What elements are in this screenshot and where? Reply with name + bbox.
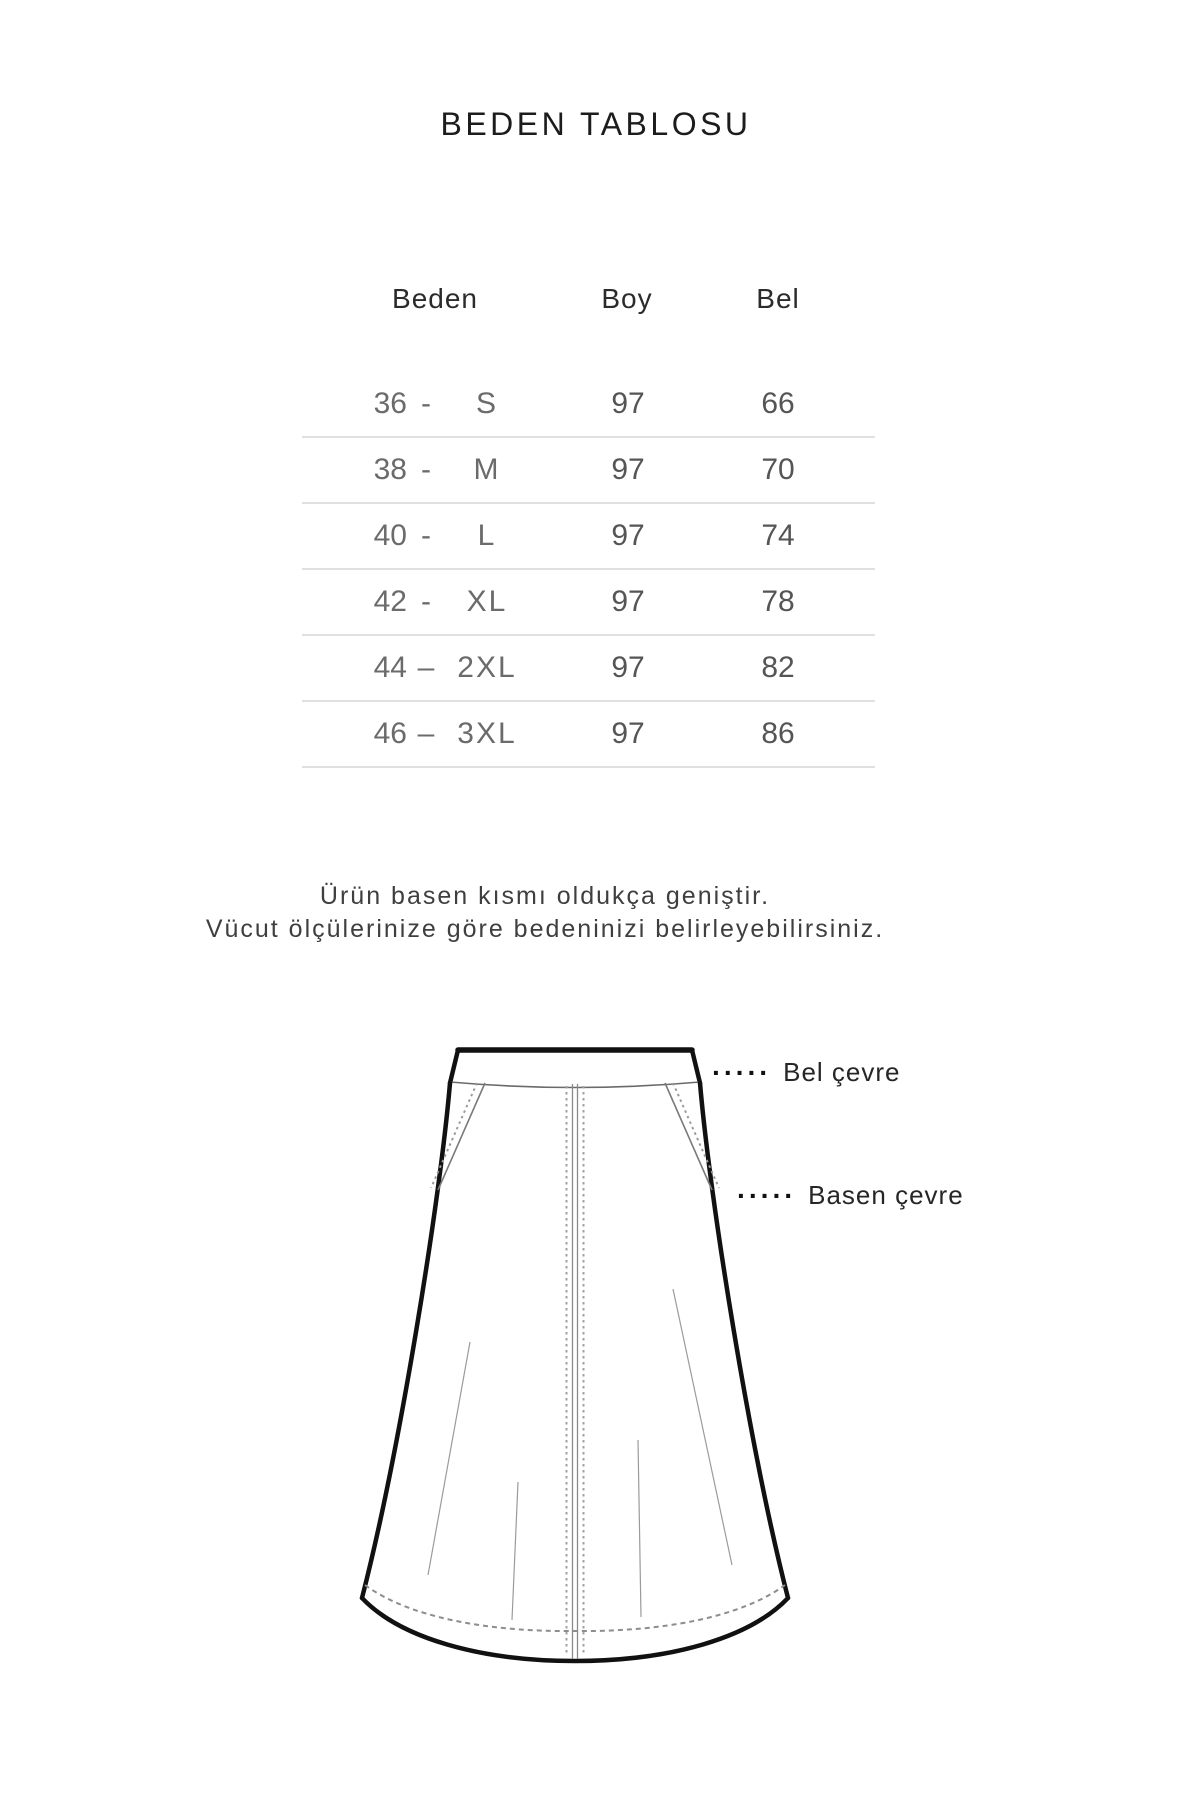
size-eu: 46 <box>373 717 407 750</box>
size-table <box>302 283 875 768</box>
skirt-sketch-svg <box>280 1020 840 1700</box>
drape-lines <box>428 1289 732 1620</box>
table-row <box>302 702 875 768</box>
size-intl: L <box>477 519 497 552</box>
dotted-leader: ····· <box>712 1056 772 1088</box>
bel-cell: 78 <box>761 585 795 618</box>
hip-measure-text: Basen çevre <box>808 1180 964 1210</box>
table-row <box>302 438 875 504</box>
size-eu: 42 <box>373 585 407 618</box>
bel-cell: 82 <box>761 651 795 684</box>
size-intl: XL <box>466 585 508 618</box>
fit-note-line1: Ürün basen kısmı oldukça geniştir. <box>319 882 771 910</box>
size-dash: - <box>421 519 431 552</box>
size-dash: - <box>421 453 431 486</box>
boy-cell: 97 <box>611 717 645 750</box>
size-intl: 3XL <box>457 717 517 750</box>
column-header-beden: Beden <box>392 283 478 314</box>
table-row <box>302 504 875 570</box>
waistband <box>450 1050 700 1088</box>
column-header-boy: Boy <box>601 283 653 314</box>
size-cell <box>311 702 529 766</box>
table-row <box>302 372 875 438</box>
boy-cell: 97 <box>611 519 645 552</box>
fit-note <box>45 880 1045 946</box>
size-cell <box>311 438 529 502</box>
boy-cell: 97 <box>611 453 645 486</box>
size-dash: – <box>417 717 435 750</box>
size-eu: 40 <box>373 519 407 552</box>
side-seams <box>362 1083 788 1598</box>
size-table-header <box>302 283 875 323</box>
size-cell <box>311 636 529 700</box>
size-dash: - <box>421 387 431 420</box>
boy-cell: 97 <box>611 651 645 684</box>
hip-measure-label <box>737 1180 964 1211</box>
skirt-technical-drawing <box>280 1020 840 1700</box>
dotted-leader: ····· <box>737 1179 797 1211</box>
page-title: BEDEN TABLOSU <box>440 106 752 142</box>
size-cell <box>311 570 529 634</box>
size-intl: M <box>473 453 501 486</box>
waist-measure-label <box>712 1057 901 1088</box>
size-table-rows <box>302 372 875 768</box>
size-cell <box>311 504 529 568</box>
size-intl: 2XL <box>457 651 517 684</box>
size-dash: - <box>421 585 431 618</box>
table-row <box>302 570 875 636</box>
size-dash: – <box>417 651 435 684</box>
size-cell <box>311 372 529 436</box>
bel-cell: 74 <box>761 519 795 552</box>
size-intl: S <box>475 387 498 420</box>
size-eu: 44 <box>373 651 407 684</box>
fit-note-line2: Vücut ölçülerinize göre bedeninizi belirleyebilirsiniz. <box>205 915 885 943</box>
bel-cell: 86 <box>761 717 795 750</box>
boy-cell: 97 <box>611 387 645 420</box>
boy-cell: 97 <box>611 585 645 618</box>
hem <box>362 1585 788 1661</box>
size-eu: 36 <box>373 387 407 420</box>
table-row <box>302 636 875 702</box>
bel-cell: 66 <box>761 387 795 420</box>
center-seam <box>567 1084 584 1659</box>
column-header-bel: Bel <box>756 283 800 314</box>
size-eu: 38 <box>373 453 407 486</box>
bel-cell: 70 <box>761 453 795 486</box>
waist-measure-text: Bel çevre <box>783 1057 901 1087</box>
